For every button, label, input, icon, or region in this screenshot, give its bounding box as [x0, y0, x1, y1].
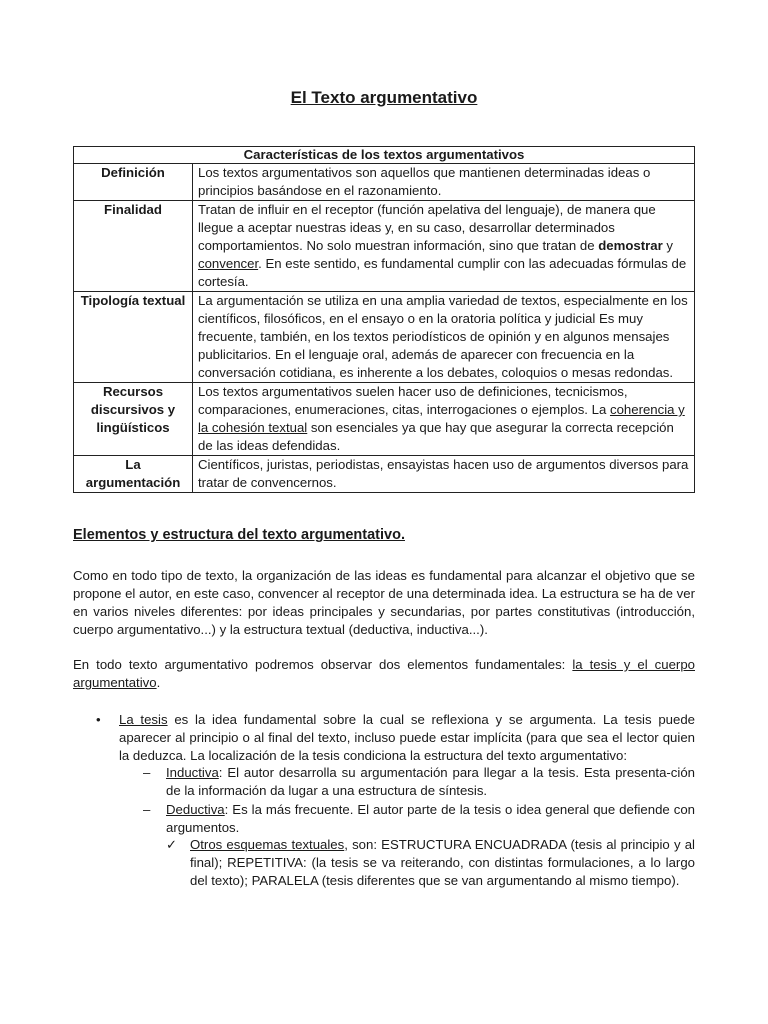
row-text: Los textos argumentativos son aquellos que mantienen determinadas ideas o principios basándose en el razonamiento. — [193, 164, 695, 201]
paragraph-organization: Como en todo tipo de texto, la organización de las ideas es fundamental para alcanzar el objetivo que se propone el autor, en este caso, convencer al receptor de una determinada idea. La estructura se ha de ver en varios niveles diferentes: por ideas principales y secundarias, por partes constitutivas (introducción, cuerpo argumentativo...) y la estructura textual (deductiva, inductiva...). — [73, 568, 695, 637]
underlined-term: Deductiva — [166, 802, 225, 817]
text-run: y — [662, 238, 673, 253]
list-item-otros-esquemas — [190, 836, 695, 890]
text-run: : El autor desarrolla su argumentación para llegar a la tesis. Esta presenta-ción de la información da lugar a una estructura de síntesis. — [166, 765, 695, 798]
table-row — [74, 456, 695, 493]
underlined-term: Inductiva — [166, 765, 219, 780]
text-run: es la idea fundamental sobre la cual se reflexiona y se argumenta. La tesis puede aparecer al principio o al final del texto, incluso puede estar implícita (para que sea el lector quien la deduzca. La localización de la tesis condiciona la estructura del texto argumentativo: — [119, 712, 696, 763]
bullet-marker: • — [96, 712, 101, 727]
table-row — [74, 201, 695, 292]
text-run: Los textos argumentativos suelen hacer uso de definiciones, tecnicismos, comparaciones, enumeraciones, citas, interrogaciones o ejemplos. La — [198, 384, 628, 417]
underlined-term: Otros esquemas textuales — [190, 837, 345, 852]
table-header-row — [74, 147, 695, 164]
table-row — [74, 383, 695, 456]
dash-marker: – — [143, 765, 151, 780]
underlined-term: coherencia y la cohesión textual — [198, 402, 685, 435]
list-item-deductiva — [166, 801, 695, 837]
table-row — [74, 292, 695, 383]
row-text — [193, 383, 695, 456]
list-item-inductiva — [166, 764, 695, 800]
underlined-term: convencer — [198, 256, 259, 271]
underlined-term: la tesis y el cuerpo argumentativo — [73, 657, 695, 690]
text-run: son esenciales ya que hay que asegurar la correcta recepción de las ideas defendidas. — [198, 420, 674, 453]
text-run: Tratan de influir en el receptor (función apelativa del lenguaje), de manera que llegue a aceptar nuestras ideas y, en su caso, desarrollar determinados comportamientos. No solo muestran información, sino que tratan de — [198, 202, 656, 253]
row-label: Definición — [74, 164, 193, 201]
dash-marker: – — [143, 802, 151, 817]
section-title: Elementos y estructura del texto argumentativo. — [73, 527, 405, 543]
row-text — [193, 201, 695, 292]
row-label: Recursos discursivos y lingüísticos — [74, 383, 193, 456]
row-text: La argumentación se utiliza en una amplia variedad de textos, especialmente en los científicos, filosóficos, en el ensayo o en la oratoria política y judicial Es muy frecuente, también, en los textos periodísticos de opinión y en algunos mensajes publicitarios. En el lenguaje oral, además de aparecer con frecuencia en la conversación cotidiana, es inherente a los debates, coloquios o mesas redondas. — [193, 292, 695, 383]
row-text: Científicos, juristas, periodistas, ensayistas hacen uso de argumentos diversos para tratar de convencernos. — [193, 456, 695, 493]
text-run: . — [156, 675, 161, 690]
text-run: : Es la más frecuente. El autor parte de la tesis o idea general que defiende con argumentos. — [166, 802, 695, 835]
table-row — [74, 164, 695, 201]
row-label: Tipología textual — [74, 292, 193, 383]
underlined-term: La tesis — [119, 712, 168, 727]
row-label: Finalidad — [74, 201, 193, 292]
paragraph-elements — [73, 656, 695, 692]
bold-term: demostrar — [598, 238, 663, 253]
table-header: Características de los textos argumentativos — [74, 147, 695, 164]
check-marker: ✓ — [166, 837, 178, 852]
list-item-tesis — [119, 711, 695, 765]
characteristics-table — [73, 146, 695, 493]
text-run: En todo texto argumentativo podremos observar dos elementos fundamentales: — [73, 657, 573, 672]
page-title: El Texto argumentativo — [290, 88, 478, 107]
text-run: , son: ESTRUCTURA ENCUADRADA (tesis al principio y al final); REPETITIVA: (la tesis se va reiterando, con distintas formulaciones, a lo largo del texto); PARALELA (tesis diferentes que se van argumentando al mismo tiempo). — [190, 837, 695, 888]
text-run: . En este sentido, es fundamental cumplir con las adecuadas fórmulas de cortesía. — [198, 256, 687, 289]
row-label: La argumentación — [74, 456, 193, 493]
